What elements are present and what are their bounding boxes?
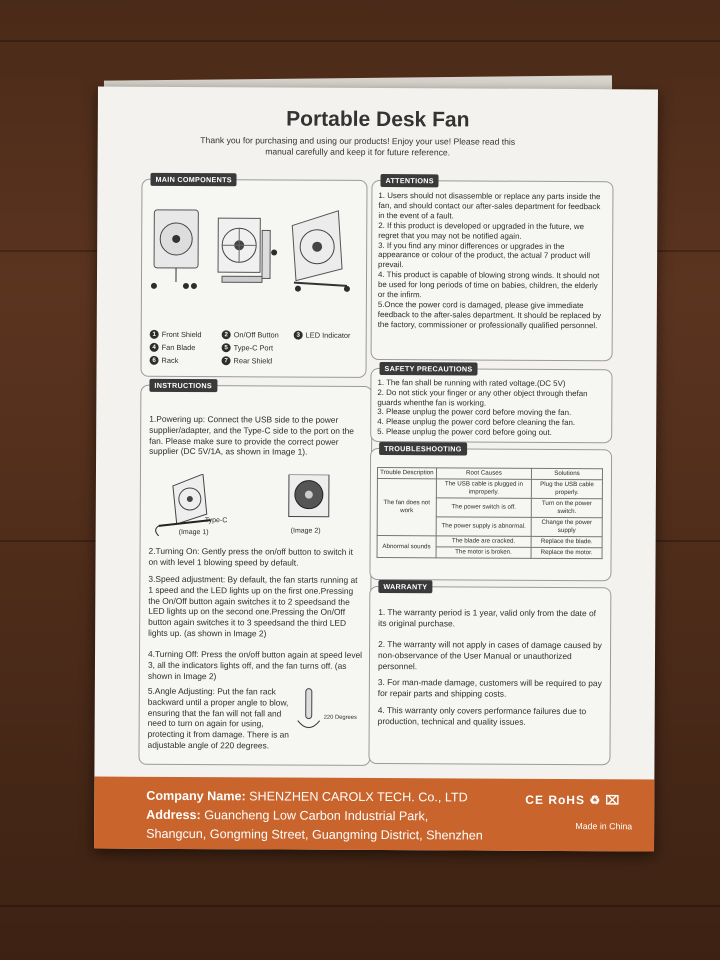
component-5: 5 Type-C Port <box>222 343 273 352</box>
troubleshooting-tag: TROUBLESHOOTING <box>379 442 467 455</box>
instruction-step-1: 1.Powering up: Connect the USB side to the power supplier/adapter, and the Type-C side to the port on the fan. Please make sure to provide the correct power supplier (DC 5V/1A, as shown in Image 1). <box>149 413 354 458</box>
instructions-tag: INSTRUCTIONS <box>149 379 217 392</box>
component-6: 6 Rack <box>150 356 179 365</box>
wood-grain <box>0 40 720 42</box>
safety-tag: SAFETY PRECAUTIONS <box>379 362 477 376</box>
address-line-2: Shangcun, Gongming Street, Guangming District, Shenzhen <box>146 826 483 843</box>
attentions-tag: ATTENTIONS <box>380 174 438 187</box>
attentions-text: 1. Users should not disassemble or replace any parts inside the fan, and should contact our after-sales department for feedback in the event of a fault. 2. If this product is developed or upgraded in the future, we regret that you may not be notified again. 3. If you find any minor differences or upgrades in the appearance or colour of the product, the actual 7 product will prevail. 4. This product is capable of blowing strong winds. It should not be used for long periods of time on babies, children, the elderly or the infirm. 5.Once the power cord is damaged, please give immediate feedback to the after-sales department. It should be replaced by the factory, commissioner or professionally qualified personnel. <box>377 191 602 330</box>
component-4: 4 Fan Blade <box>150 343 196 352</box>
table-row: The fan does not work The USB cable is plugged in improperly. Plug the USB cable properly. <box>377 479 602 499</box>
made-in-label: Made in China <box>575 821 633 832</box>
main-components-panel <box>140 174 367 378</box>
table-header: Solutions <box>532 468 603 479</box>
instruction-step-2: 2.Turning On: Gently press the on/off button to switch it on with level 1 blowing speed by default. <box>148 545 353 568</box>
component-7: 7 Rear Shield <box>222 356 273 365</box>
troubleshooting-table <box>377 467 603 559</box>
safety-panel <box>370 364 612 443</box>
warranty-item-4: 4. This warranty only covers performance failures due to production, technical and quality issues. <box>377 705 587 727</box>
page-title: Portable Desk Fan <box>286 107 470 132</box>
table-header: Trouble Description <box>377 468 436 479</box>
table-row: The power supply is abnormal. Change the power supply <box>377 517 602 537</box>
table-row: The power switch is off. Turn on the power switch. <box>377 498 602 518</box>
angle-label: 220 Degrees <box>323 714 357 721</box>
table-header: Root Causes <box>436 468 531 479</box>
instruction-step-4: 4.Turning Off: Press the on/off button again at speed level 3, all the indicators lights off, and the fan turns off. (as shown in Image 2) <box>147 648 363 681</box>
table-row: Abnormal sounds The blade are cracked. Replace the blade. <box>377 536 602 548</box>
troubleshooting-panel <box>369 444 612 581</box>
attentions-panel <box>371 176 614 361</box>
instruction-step-5: 5.Angle Adjusting: Put the fan rack backward until a proper angle to blow, ensuring that the fan will not fall and need to turn on again for using, protecting it from damage. There is an adjustable angle of 220 degrees. <box>147 685 290 751</box>
intro-text: Thank you for purchasing and using our products! Enjoy your use! Please read this manual carefully and keep it for future reference. <box>200 135 516 158</box>
company-name-line: Company Name: SHENZHEN CAROLX TECH. Co., LTD <box>146 788 468 805</box>
component-1: 1 Front Shield <box>150 330 202 339</box>
warranty-panel <box>368 582 611 765</box>
instructions-panel <box>138 380 372 766</box>
main-components-tag: MAIN COMPONENTS <box>150 173 236 186</box>
table-row: The motor is broken. Replace the motor. <box>377 547 602 559</box>
typec-label: Type-C <box>204 517 228 525</box>
warranty-tag: WARRANTY <box>378 580 432 593</box>
angle-illustration <box>294 687 334 737</box>
warranty-item-3: 3. For man-made damage, customers will be required to pay for repair parts and shipping costs. <box>377 677 602 699</box>
component-3: 3 LED Indicator <box>294 331 351 340</box>
address-line: Address: Guancheng Low Carbon Industrial Park, <box>146 807 429 824</box>
instruction-step-3: 3.Speed adjustment: By default, the fan starts running at 1 speed and the LED lights up on the first one.Pressing the On/Off button again switches it to 2 speedsand the LED lights up on the second one.Pressing the On/Off button again switches it to 3 speedsand the third LED lights up. (as shown in Image 2) <box>148 573 358 639</box>
certification-marks: CE RoHS ♻ ⌧ <box>525 792 621 808</box>
warranty-item-1: 1. The warranty period is 1 year, valid only from the date of its original purchase. <box>378 607 596 629</box>
product-box <box>94 87 658 852</box>
safety-text: 1. The fan shall be running with rated voltage.(DC 5V) 2. Do not stick your finger or any other object through thefan guards whenthe fan is working. 3. Please unplug the power cord before moving the fan. 4. Please unplug the power cord before cleaning the fan. 5. Please unplug the power cord before going out. <box>377 378 588 437</box>
warranty-item-2: 2. The warranty will not apply in cases of damage caused by non-observance of the User Manual or unauthorized personnel. <box>377 639 602 671</box>
component-2: 2 On/Off Button <box>222 330 279 339</box>
image-2-caption: (Image 2) <box>290 527 321 535</box>
company-footer <box>94 777 654 852</box>
image-1-caption: (Image 1) <box>178 528 209 537</box>
components-illustration <box>142 190 367 321</box>
wood-grain <box>0 905 720 907</box>
